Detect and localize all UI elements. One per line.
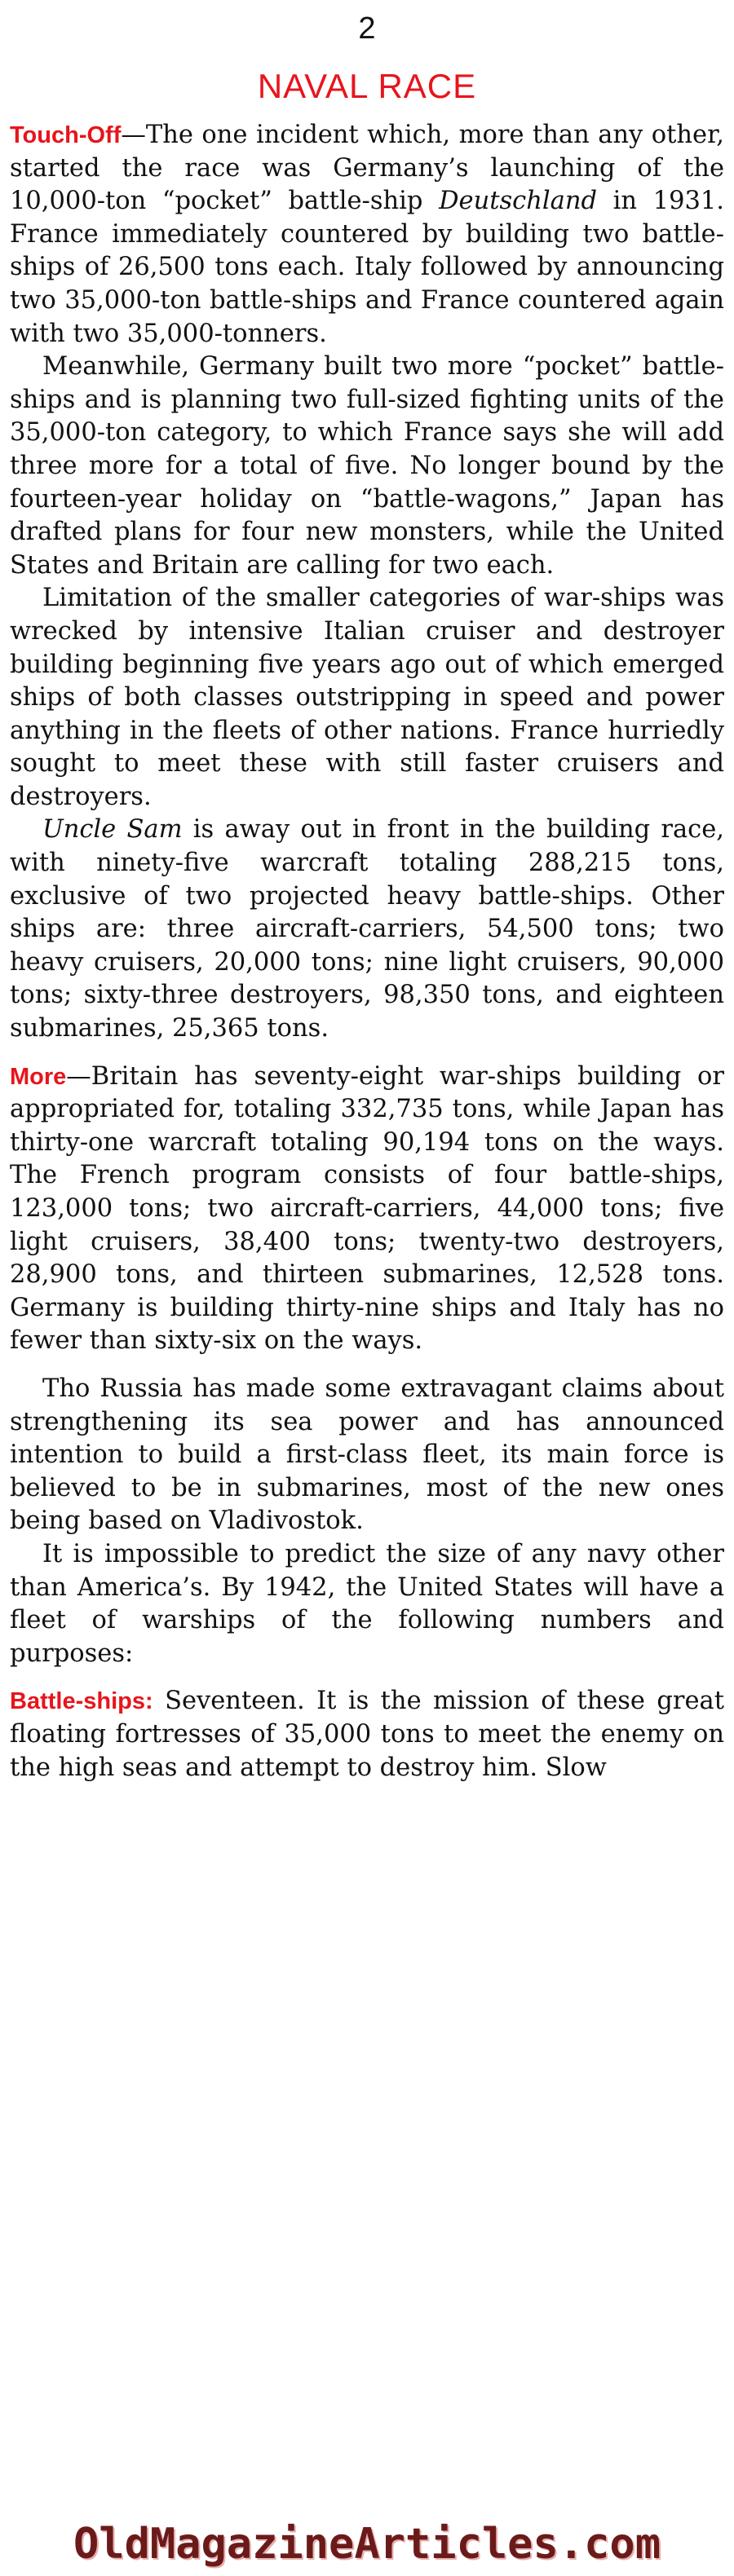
ship-name: Deutschland: [439, 187, 597, 216]
paragraph-text: —The one incident which, more than any other, started the race was Germany’s launching of the 10,000-ton “pocket” battle-ship: [10, 121, 724, 216]
paragraph-touch-off: [10, 119, 724, 351]
paragraph-uncle-sam: [10, 814, 724, 1045]
paragraph-battle-ships: [10, 1685, 724, 1784]
site-watermark: OldMagazineArticles.com: [73, 2520, 661, 2569]
page-title: NAVAL RACE: [257, 67, 477, 105]
paragraph-meanwhile: Meanwhile, Germany built two more “pocket” battle-ships and is planning two full-sized fighting units of the 35,000-ton category, to which France says she will add three more for a total of five. No longer bound by the fourteen-year holiday on “battle-wagons,” Japan has drafted plans for four new monsters, while the United States and Britain are calling for two each.: [10, 352, 724, 580]
paragraph-text: —Britain has seventy-eight war-ships building or appropriated for, totaling 332,735 tons, while Japan has thirty-one warcraft totaling 90,194 tons on the ways. The French program consists of four battle-ships, 123,000 tons; two aircraft-carriers, 44,000 tons; five light cruisers, 38,400 tons; twenty-two destroyers, 28,900 tons, and thirteen submarines, 12,528 tons. Germany is building thirty-nine ships and Italy has no fewer than sixty-six on the ways.: [10, 1061, 724, 1356]
paragraph-predict: It is impossible to predict the size of any navy other than America’s. By 1942, the United States will have a fleet of warships of the following numbers and purposes:: [10, 1539, 724, 1668]
paragraph-russia: Tho Russia has made some extravagant claims about strengthening its sea power and has announced intention to build a first-class fleet, its main force is believed to be in submarines, most of the new ones being based on Vladivostok.: [10, 1374, 724, 1536]
page-number: 2: [358, 11, 376, 46]
paragraph-text: Seventeen. It is the mission of these great floating fortresses of 35,000 tons to meet the enemy on the high seas and attempt to destroy him. Slow: [10, 1687, 724, 1782]
lead-uncle-sam: Uncle Sam: [42, 815, 183, 845]
lead-battle-ships: Battle-ships:: [10, 1688, 153, 1715]
lead-more: More: [10, 1063, 67, 1090]
paragraph-limitation: Limitation of the smaller categories of war-ships was wrecked by intensive Italian cruiser and destroyer building beginning five years ago out of which emerged ships of both classes outstripping in speed and power anything in the fleets of other nations. France hurriedly sought to meet these with still faster cruisers and destroyers.: [10, 584, 724, 811]
article-body: [10, 119, 724, 1784]
lead-touch-off: Touch-Off: [10, 122, 122, 148]
paragraph-text: is away out in front in the building race, with ninety-five warcraft totaling 288,215 tons, exclusive of two projected heavy battle-ships. Other ships are: three aircraft-carriers, 54,500 tons; two heavy cruisers, 20,000 tons; nine light cruisers, 90,000 tons; sixty-three destroyers, 98,350 tons, and eighteen submarines, 25,365 tons.: [10, 815, 724, 1043]
paragraph-text: in 1931. France immediately countered by building two battle-ships of 26,500 tons each. Italy followed by announcing two 35,000-ton battle-ships and France countered again with two 35,000-tonners.: [10, 187, 724, 348]
paragraph-more: [10, 1061, 724, 1358]
